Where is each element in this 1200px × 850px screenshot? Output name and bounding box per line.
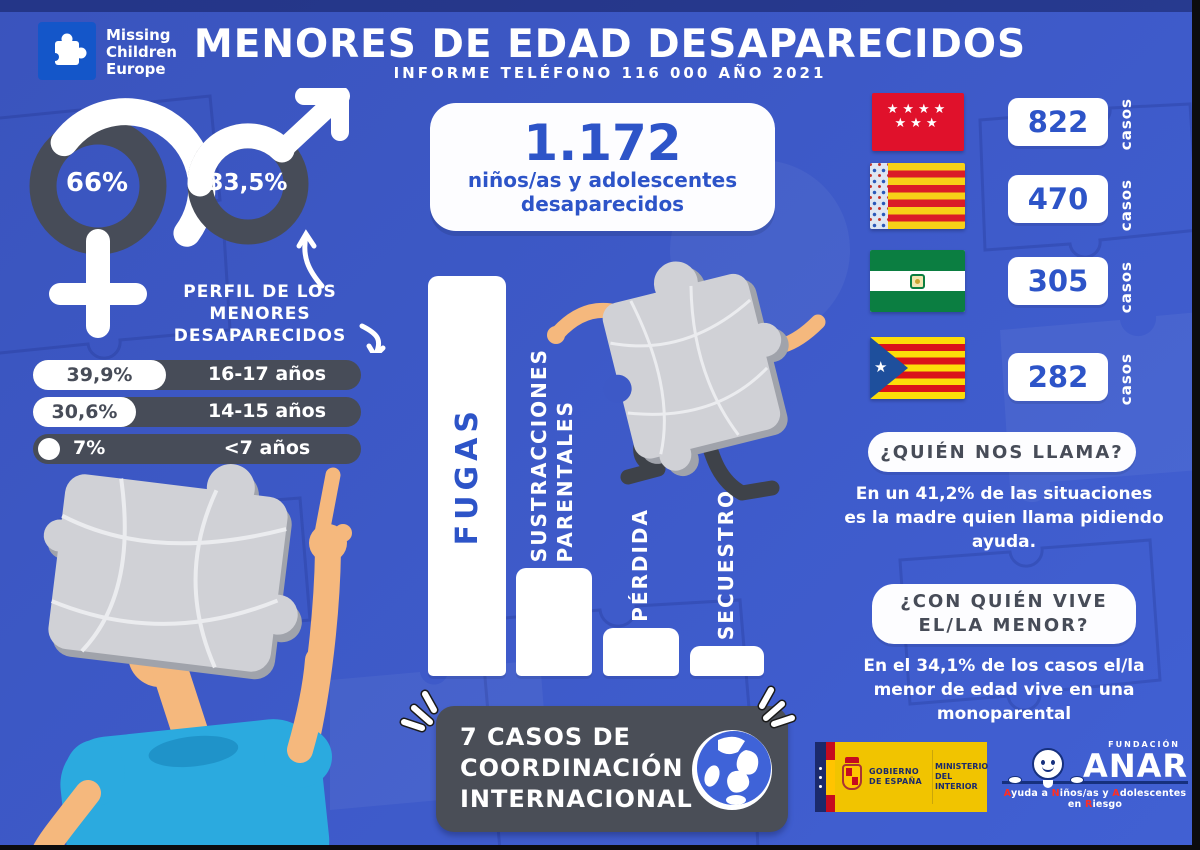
anar-tagline: Ayuda a Niños/as y Adolescentes en Riesgo (1003, 788, 1187, 810)
andalucia-top-band (870, 250, 965, 271)
anar-hand-left (1008, 776, 1022, 784)
total-line2: desaparecidos (520, 192, 685, 216)
page-title: MENORES DE EDAD DESAPARECIDOS (193, 22, 1027, 67)
andalucia-flag (870, 250, 965, 312)
estelada-star-icon: ★ (874, 358, 888, 376)
gobierno-espana-logo (815, 742, 987, 812)
age-bar-fill (33, 360, 166, 390)
running-puzzle-character (540, 245, 830, 505)
total-line1: niños/as y adolescentes (467, 168, 738, 192)
gov-navy-strip (815, 742, 826, 812)
top-shade (0, 0, 1200, 12)
missing-children-europe-logo (38, 22, 96, 80)
casos-label: casos (1117, 352, 1135, 406)
bar-label-secuestro: SECUESTRO (714, 488, 738, 640)
who-calls-heading: ¿QUIÉN NOS LLAMA? (868, 432, 1136, 472)
spain-coat-of-arms-icon (835, 742, 869, 812)
age-row-14-15 (33, 397, 361, 427)
bar-sustracciones (516, 568, 592, 676)
globe-icon (690, 728, 774, 812)
casos-label: casos (1117, 97, 1135, 151)
emphasis-marks-left (392, 686, 440, 734)
anar-smiley-icon (1032, 748, 1064, 780)
andalucia-bottom-band (870, 291, 965, 312)
age-pct: 7% (73, 437, 106, 459)
anar-name: ANAR (1083, 747, 1188, 785)
emphasis-marks-right (756, 682, 804, 730)
page-subtitle: INFORME TELÉFONO 116 000 AÑO 2021 (393, 64, 827, 82)
international-coordination-card (436, 706, 788, 832)
valencia-hoist-band (870, 163, 888, 229)
age-label: <7 años (223, 437, 311, 459)
bar-label-perdida: PÉRDIDA (628, 508, 652, 622)
ministerio-label: MINISTERIO DEL INTERIOR (935, 762, 989, 791)
casos-label: casos (1117, 260, 1135, 314)
bar-label-fugas: FUGAS (449, 406, 485, 546)
valencia-flag (870, 163, 965, 229)
catalunya-estelada-flag (870, 337, 965, 399)
casos-label: casos (1117, 178, 1135, 232)
age-label: 16-17 años (207, 363, 327, 385)
puzzle-piece-icon (47, 31, 87, 71)
lives-with-heading: ¿CON QUIÉN VIVE EL/LA MENOR? (872, 584, 1136, 644)
arrow-to-male-donut (299, 234, 322, 286)
profile-caption: PERFIL DE LOS MENORES DESAPARECIDOS (173, 282, 347, 346)
international-text: 7 CASOS DE COORDINACIÓN INTERNACIONAL (460, 723, 693, 813)
female-percentage: 66% (65, 168, 129, 198)
madrid-stars-bottom: ★★★ (894, 116, 942, 131)
age-pct: 39,9% (66, 364, 133, 386)
andalucia-emblem (910, 274, 925, 289)
madrid-flag (872, 93, 964, 151)
madrid-stars-top: ★★★★ (886, 102, 950, 117)
madrid-cases: 822 (1008, 98, 1108, 146)
total-disappeared-card (430, 103, 775, 231)
age-bar-fill (33, 397, 136, 427)
age-label: 14-15 años (207, 400, 327, 422)
age-pct: 30,6% (51, 401, 118, 423)
bar-perdida (603, 628, 679, 676)
valencia-cases: 470 (1008, 175, 1108, 223)
andalucia-cases: 305 (1008, 257, 1108, 305)
anar-hand-right (1070, 776, 1084, 784)
right-border (1192, 0, 1200, 850)
gov-divider (932, 750, 933, 804)
gobierno-label: GOBIERNO DE ESPAÑA (869, 767, 923, 786)
anar-foundation-label: FUNDACIÓN (1108, 740, 1180, 749)
fundacion-anar-logo (1002, 740, 1188, 812)
male-donut (200, 96, 340, 232)
missing-children-europe-label: Missing Children Europe (106, 26, 177, 78)
bottom-border (0, 845, 1200, 850)
lives-with-body: En el 34,1% de los casos el/la menor de edad vive en una monoparental (863, 656, 1145, 724)
total-number: 1.172 (523, 114, 682, 172)
valencia-stripes (888, 163, 965, 229)
pointing-puzzle-head-man (0, 455, 400, 850)
bar-label-sustracciones: SUSTRACCIONES PARENTALES (527, 347, 577, 562)
age-row-16-17 (33, 360, 361, 390)
anar-smiley-neck (1043, 780, 1053, 788)
catalunya-cases: 282 (1008, 353, 1108, 401)
spain-flag-strip (826, 742, 835, 812)
male-percentage: 33,5% (207, 170, 288, 196)
bar-secuestro (690, 646, 764, 676)
who-calls-body: En un 41,2% de las situaciones es la madre quien llama pidiendo ayuda. (844, 484, 1164, 552)
